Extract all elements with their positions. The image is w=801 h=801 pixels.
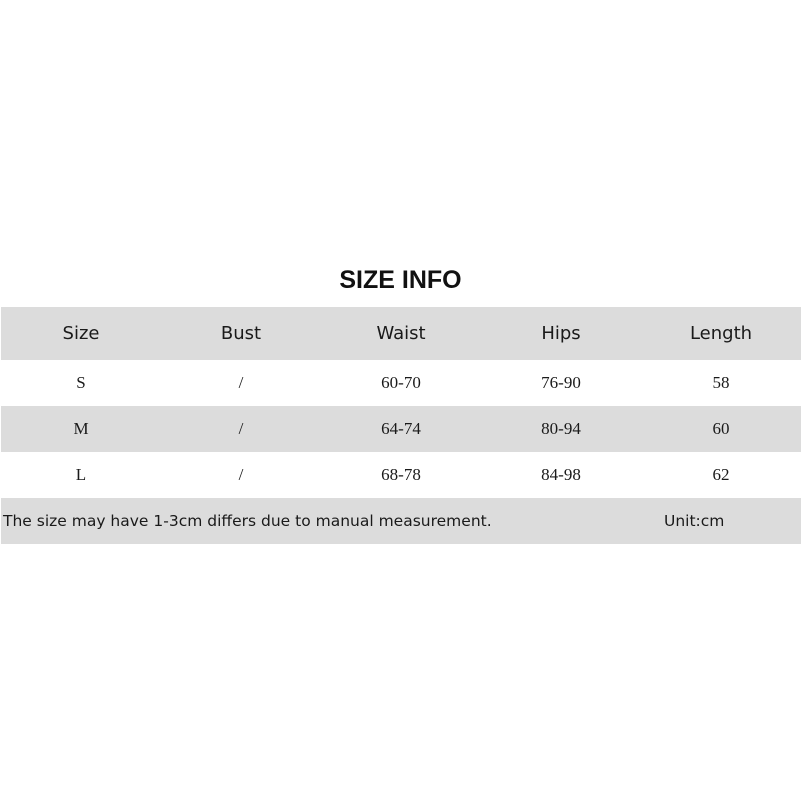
cell-length: 58 — [712, 373, 730, 392]
cell-length: 62 — [712, 465, 730, 484]
table-row — [1, 452, 801, 498]
header-waist: Waist — [376, 323, 426, 344]
table-row — [1, 360, 801, 406]
table-header-row — [1, 307, 801, 360]
cell-waist: 60-70 — [381, 373, 421, 392]
measurement-note: The size may have 1-3cm differs due to manual measurement. — [3, 512, 492, 530]
cell-size: M — [73, 419, 89, 438]
unit-label: Unit:cm — [664, 512, 725, 530]
cell-hips: 76-90 — [541, 373, 581, 392]
cell-waist: 64-74 — [381, 419, 421, 438]
header-length: Length — [689, 323, 753, 344]
cell-hips: 84-98 — [541, 465, 581, 484]
cell-bust: / — [238, 419, 244, 438]
cell-size: S — [76, 373, 86, 392]
table-row — [1, 406, 801, 452]
header-hips: Hips — [541, 323, 581, 344]
cell-size: L — [75, 465, 87, 484]
page-title: SIZE INFO — [339, 266, 462, 294]
header-bust: Bust — [220, 323, 262, 344]
cell-waist: 68-78 — [381, 465, 421, 484]
header-size: Size — [62, 323, 100, 344]
measurement-note-row — [1, 498, 801, 544]
cell-length: 60 — [712, 419, 730, 438]
cell-hips: 80-94 — [541, 419, 581, 438]
size-table — [1, 307, 801, 544]
cell-bust: / — [238, 465, 244, 484]
cell-bust: / — [238, 373, 244, 392]
